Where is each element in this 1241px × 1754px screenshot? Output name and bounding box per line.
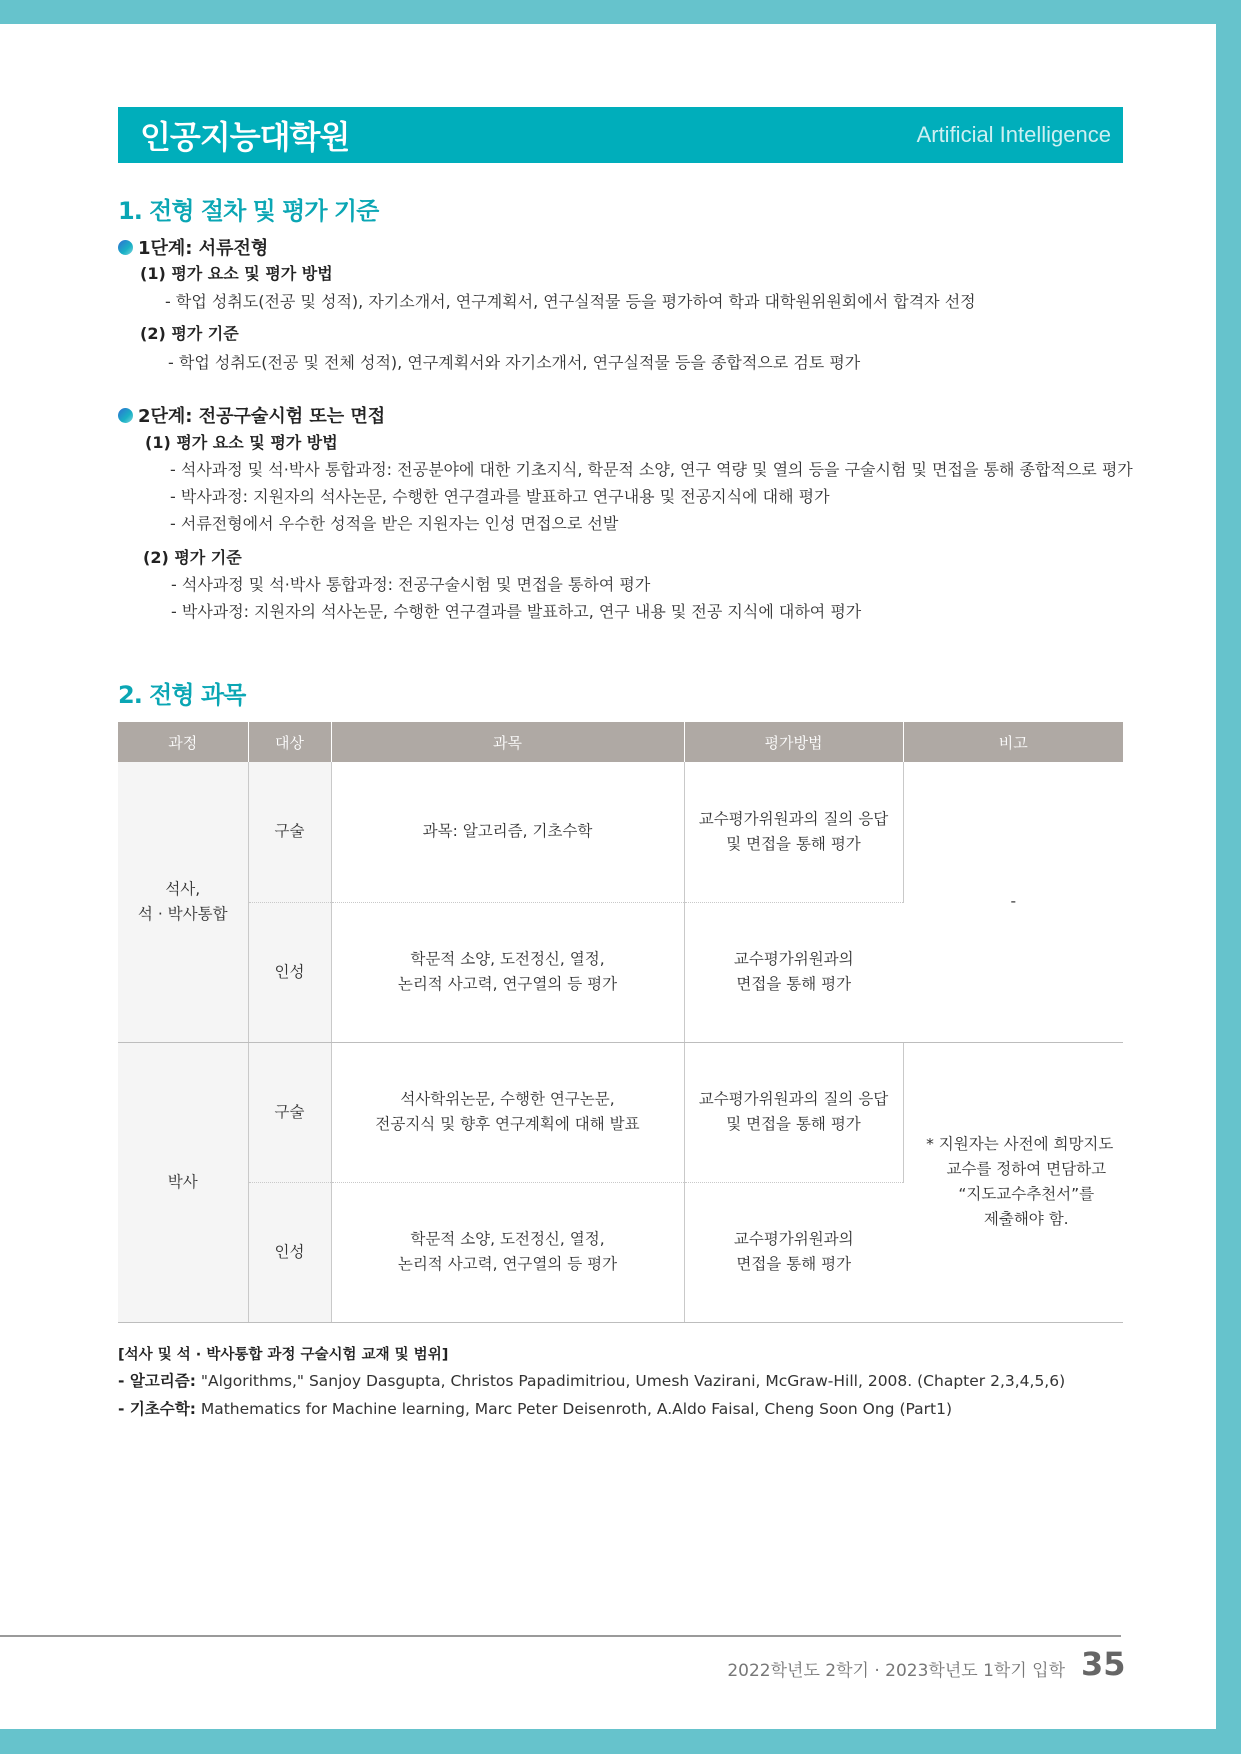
step1-sub1-line: - 학업 성취도(전공 및 성적), 자기소개서, 연구계획서, 연구실적물 등을 평가하여 학과 대학원위원회에서 합격자 선정 [165, 292, 976, 311]
bullet-icon [118, 408, 133, 423]
column-header-course: 과정 [118, 722, 248, 762]
subject-text: 논리적 사고력, 연구열의 등 평가 [397, 975, 618, 993]
table-row [118, 762, 1123, 902]
course-label: 석 · 박사통합 [137, 904, 228, 923]
target-cell: 구술 [248, 762, 331, 902]
subject-text: 학문적 소양, 도전정신, 열정, [410, 1230, 605, 1248]
method-text: 및 면접을 통해 평가 [726, 1115, 861, 1133]
step1-title: 1단계: 서류전형 [138, 238, 269, 259]
department-title: 인공지능대학원 [140, 118, 350, 156]
step2-sub2-line: - 석사과정 및 석·박사 통합과정: 전공구술시험 및 면접을 통하여 평가 [171, 575, 651, 594]
target-cell: 구술 [248, 1042, 331, 1182]
subject-cell [331, 902, 684, 1042]
course-label: 석사, [165, 879, 201, 898]
step1-sub2-title: (2) 평가 기준 [140, 324, 239, 343]
step2-sub2-line: - 박사과정: 지원자의 석사논문, 수행한 연구결과를 발표하고, 연구 내용 및 전공 지식에 대하여 평가 [171, 602, 862, 621]
step1-sub1-title: (1) 평가 요소 및 평가 방법 [140, 264, 333, 283]
footer-admission-term: 2022학년도 2학기 · 2023학년도 1학기 입학 [727, 1661, 1065, 1681]
subject-cell [331, 1042, 684, 1182]
subject-text: 논리적 사고력, 연구열의 등 평가 [397, 1255, 618, 1273]
reference-text: Mathematics for Machine learning, Marc Peter Deisenroth, A.Aldo Faisal, Cheng Soon Ong (Part1) [195, 1400, 953, 1418]
footer-divider [0, 1635, 1121, 1637]
course-cell: 박사 [118, 1042, 248, 1322]
table-row [118, 1042, 1123, 1182]
method-text: 및 면접을 통해 평가 [726, 834, 861, 853]
column-header-target: 대상 [248, 722, 331, 762]
subject-text: 과목: 알고리즘, 기초수학 [422, 822, 593, 841]
note-text: 제출해야 함. [983, 1210, 1069, 1228]
method-text: 교수평가위원과의 질의 응답 [698, 809, 889, 828]
page-number: 35 [1081, 1645, 1126, 1683]
step1-sub2-line: - 학업 성취도(전공 및 전체 성적), 연구계획서와 자기소개서, 연구실적물 등을 종합적으로 검토 평가 [168, 353, 861, 372]
page-frame-top [0, 0, 1241, 24]
method-cell [684, 762, 903, 902]
method-cell [684, 1042, 903, 1182]
column-header-method: 평가방법 [684, 722, 903, 762]
reference-label: - 기초수학: [118, 1400, 196, 1418]
subject-text: 석사학위논문, 수행한 연구논문, [400, 1090, 615, 1108]
step2-sub1-line: - 박사과정: 지원자의 석사논문, 수행한 연구결과를 발표하고 연구내용 및 전공지식에 대해 평가 [170, 487, 830, 506]
course-cell [118, 762, 248, 1042]
reference-item [118, 1397, 952, 1419]
bullet-icon [118, 240, 133, 255]
method-text: 교수평가위원과의 [733, 1230, 854, 1248]
reference-label: - 알고리즘: [118, 1372, 196, 1390]
column-header-note: 비고 [903, 722, 1123, 762]
table-header-row [118, 722, 1123, 762]
step2-sub1-line: - 서류전형에서 우수한 성적을 받은 지원자는 인성 면접으로 선발 [170, 514, 619, 533]
page-frame-bottom [0, 1729, 1241, 1754]
step2-title: 2단계: 전공구술시험 또는 면접 [138, 406, 386, 427]
subject-cell [331, 762, 684, 902]
department-banner [118, 107, 1123, 163]
note-text: * 지원자는 사전에 희망지도 [926, 1135, 1114, 1153]
department-subtitle: Artificial Intelligence [916, 122, 1111, 147]
note-cell [903, 1042, 1123, 1322]
section-title-procedure: 1. 전형 절차 및 평가 기준 [118, 197, 379, 225]
target-cell: 인성 [248, 902, 331, 1042]
method-text: 면접을 통해 평가 [736, 975, 852, 993]
section-title-subjects: 2. 전형 과목 [118, 681, 246, 709]
step2-sub1-title: (1) 평가 요소 및 평가 방법 [145, 433, 338, 452]
step2-sub1-line: - 석사과정 및 석·박사 통합과정: 전공분야에 대한 기초지식, 학문적 소양, 연구 역량 및 열의 등을 구술시험 및 면접을 통해 종합적으로 평가 [170, 460, 1133, 479]
method-text: 면접을 통해 평가 [736, 1255, 852, 1273]
note-cell: - [903, 762, 1123, 1042]
method-text: 교수평가위원과의 [733, 950, 854, 968]
method-cell [684, 902, 903, 1042]
column-header-subject: 과목 [331, 722, 684, 762]
method-cell [684, 1182, 903, 1322]
method-text: 교수평가위원과의 질의 응답 [698, 1090, 889, 1108]
subjects-table [118, 722, 1123, 1323]
step1-heading [118, 234, 268, 260]
subject-text: 학문적 소양, 도전정신, 열정, [410, 950, 605, 968]
reference-item [118, 1369, 1065, 1391]
target-cell: 인성 [248, 1182, 331, 1322]
subject-cell [331, 1182, 684, 1322]
reference-text: "Algorithms," Sanjoy Dasgupta, Christos Papadimitriou, Umesh Vazirani, McGraw-Hill, 2008. (Chapter 2,3,4,5,6) [195, 1372, 1066, 1390]
step2-heading [118, 402, 385, 428]
note-text: 교수를 정하여 면담하고 [946, 1160, 1107, 1178]
step2-sub2-title: (2) 평가 기준 [143, 548, 242, 567]
subject-text: 전공지식 및 향후 연구계획에 대해 발표 [375, 1115, 640, 1133]
note-text: “지도교수추천서”를 [958, 1185, 1095, 1203]
page-frame-right [1216, 0, 1241, 1754]
references-title: [석사 및 석 · 박사통합 과정 구술시험 교재 및 범위] [118, 1347, 449, 1363]
